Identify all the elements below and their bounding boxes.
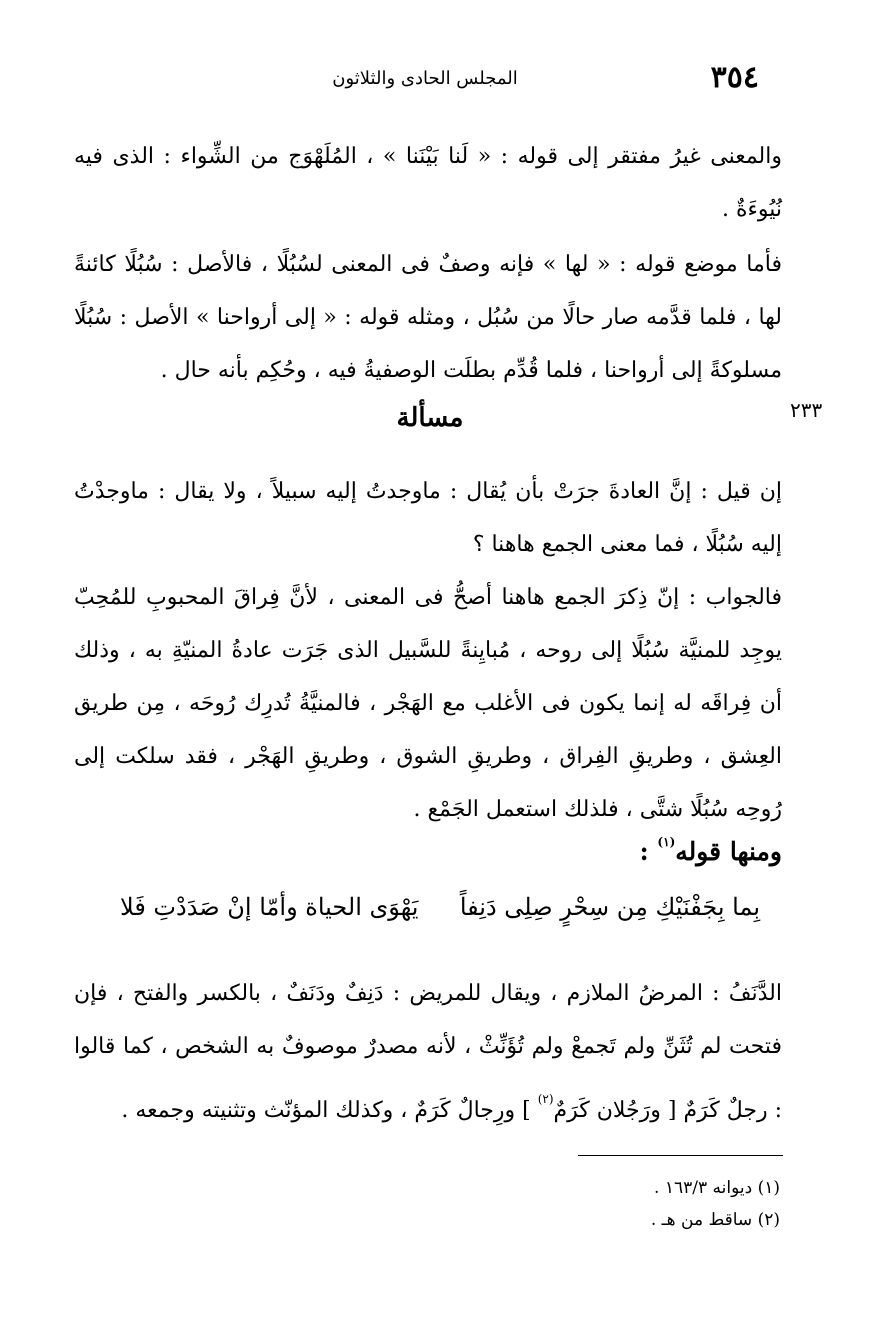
- footnote-2: (٢) ساقط من هـ .: [650, 1210, 780, 1230]
- paragraph-3: إن قيل : إنَّ العادةَ جرَتْ بأن يُقال : ماوجدتُ إليه سبيلاً ، ولا يقال : ماوجدْتُ إليه سُبُلًا ، فما معنى الجمع هاهنا ؟: [74, 479, 782, 557]
- footnote-marker-1: (١): [657, 835, 676, 849]
- paragraph-5-part-b: ] ورِجالٌ كَرَمٌ ، وكذلك المؤنّث وتثنيته وجمعه .: [121, 1098, 538, 1123]
- subheading: [400, 835, 782, 866]
- footnote-marker-2: (٢): [537, 1092, 554, 1106]
- margin-page-reference: ٢٣٣: [790, 398, 823, 422]
- footnote-1: (١) ديوانه ١٦٣/٣ .: [654, 1178, 780, 1198]
- running-head: المجلس الحادى والثلاثون: [332, 68, 518, 89]
- verse-first-hemistich: بِما بِجَفْنَيْكِ مِن سِحْرٍ صِلِى دَنِفاً: [459, 893, 760, 921]
- paragraph-5-part-a: الدَّنَفُ : المرضُ الملازم ، ويقال للمريض : دَنِفٌ ودَنَفٌ ، بالكسر والفتح ، فإن فتحت لم تُثَنِّ ولم تَجمعْ ولم تُؤَنِّثْ ، لأنه مصدرٌ موصوفٌ به الشخص ، كما قالوا : رجلٌ كَرَمٌ [ ورَجُلان كَرَمٌ: [74, 981, 782, 1123]
- paragraph-5: [74, 967, 782, 1137]
- footnote-separator: [578, 1155, 783, 1156]
- section-heading: مسألة: [396, 403, 464, 433]
- paragraph-4: فالجواب : إنّ ذِكرَ الجمع هاهنا أصحُّ فى المعنى ، لأنَّ فِراقَ المحبوبِ للمُحِبّ يوجِد للمنيَّة سُبُلًا إلى روحه ، مُبايِنةً للسَّبيل الذى جَرَت عادةُ المنيّةِ به ، وذلك أن فِراقَه له إنما يكون فى الأغلب مع الهَجْر ، فالمنيَّةُ تُدرِك رُوحَه ، مِن طريق العِشق ، وطريقِ الفِراق ، وطريقِ الشوق ، وطريقِ الهَجْر ، فقد سلكت إلى رُوحِه سُبُلًا شتَّى ، فلذلك استعمل الجَمْع .: [74, 585, 782, 822]
- subheading-colon: :: [639, 837, 658, 866]
- page-number: ٣٥٤: [710, 60, 759, 95]
- paragraph-1: والمعنى غيرُ مفتقر إلى قوله : « لَنا بَيْنَنا » ، المُلَهْوَج من الشِّواء : الذى فيه نُيُوءَةٌ .: [74, 144, 782, 222]
- subheading-text: ومنها قوله: [675, 837, 782, 866]
- verse-second-hemistich: يَهْوَى الحياة وأمّا إنْ صَدَدْتِ فَلا: [120, 893, 419, 921]
- paragraph-2: فأما موضع قوله : « لها » فإنه وصفٌ فى المعنى لسُبُلًا ، فالأصل : سُبُلًا كائنةً لها ، فلما قدَّمه صار حالًا من سُبُل ، ومثله قوله : « إلى أرواحنا » الأصل : سُبُلًا مسلوكةً إلى أرواحنا ، فلما قُدِّم بطلَت الوصفيةُ فيه ، وحُكِم بأنه حال .: [74, 252, 782, 383]
- footnotes: [450, 1172, 780, 1236]
